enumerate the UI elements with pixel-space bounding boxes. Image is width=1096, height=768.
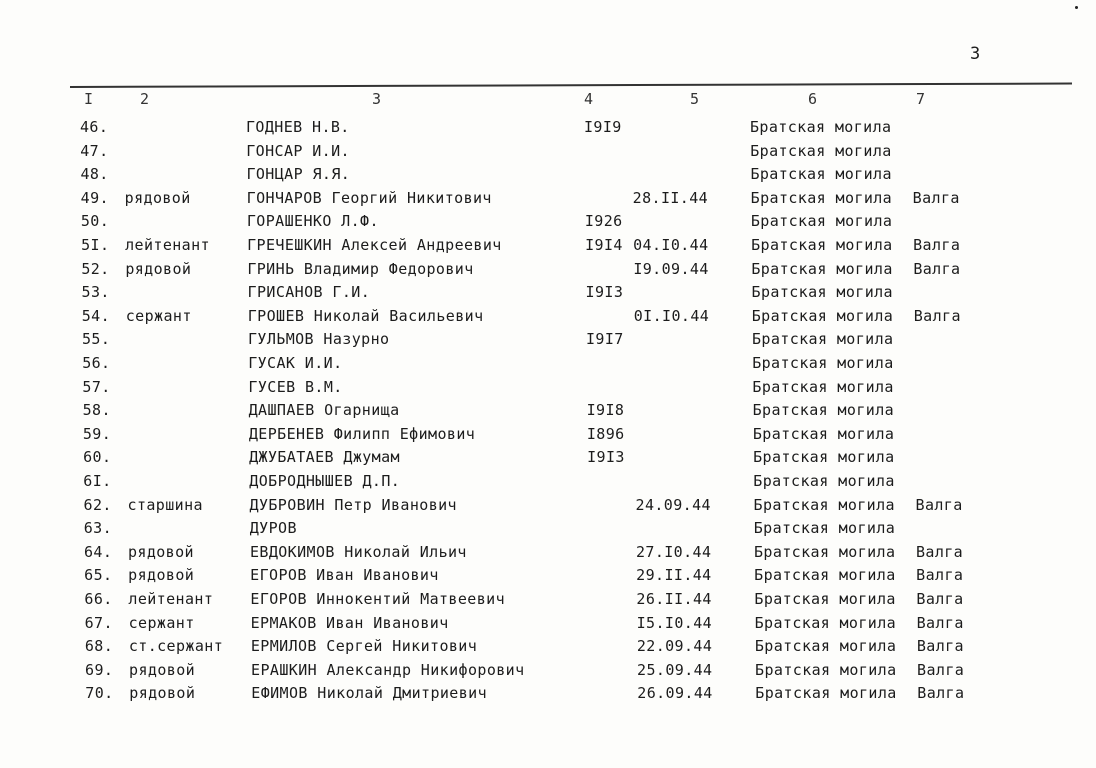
- header-rule: [70, 83, 1072, 88]
- record-birth-year: I926: [584, 212, 623, 231]
- record-death-date: I9.09.44: [633, 259, 709, 278]
- record-birth-year: I9I3: [587, 448, 625, 467]
- record-rank: рядовой: [129, 660, 196, 679]
- record-birth-year: I9I8: [586, 401, 625, 420]
- record-number: 57.: [82, 377, 111, 396]
- record-burial-type: Братская могила: [751, 283, 893, 302]
- column-header-6: 6: [808, 90, 818, 108]
- record-number: 46.: [80, 118, 109, 136]
- record-number: 58.: [82, 401, 111, 420]
- table-row: [0, 378, 1096, 401]
- record-number: 49.: [80, 188, 109, 207]
- record-name: ДЖУБАТАЕВ Джумам: [249, 448, 400, 467]
- record-burial-type: Братская могила: [752, 354, 894, 372]
- record-name: ЕРМИЛОВ Сергей Никитович: [250, 637, 478, 656]
- record-burial-type: Братская могила: [752, 401, 895, 420]
- record-burial-place: Валга: [912, 188, 960, 207]
- record-number: 68.: [84, 637, 114, 656]
- record-burial-type: Братская могила: [751, 330, 894, 349]
- record-burial-type: Братская могила: [755, 684, 897, 703]
- record-name: ГОРАШЕНКО Л.Ф.: [246, 212, 379, 231]
- record-name: ЕГОРОВ Иннокентий Матвеевич: [250, 590, 506, 608]
- record-rank: ст.сержант: [128, 637, 224, 656]
- record-number: 47.: [80, 141, 109, 160]
- record-burial-type: Братская могила: [750, 118, 892, 136]
- record-burial-type: Братская могила: [754, 613, 897, 632]
- table-row: [0, 590, 1096, 613]
- record-name: ГРОШЕВ Николай Васильевич: [247, 306, 484, 325]
- record-death-date: 28.II.44: [632, 188, 709, 207]
- table-row: [0, 330, 1096, 353]
- table-row: [0, 661, 1096, 684]
- record-burial-place: Валга: [913, 259, 961, 278]
- record-name: ГУЛЬМОВ Назурно: [247, 330, 390, 349]
- record-death-date: 04.I0.44: [633, 236, 709, 254]
- table-row: [0, 614, 1096, 637]
- record-number: 63.: [83, 519, 113, 538]
- page-number: 3: [970, 44, 981, 64]
- table-row: [0, 354, 1096, 377]
- record-burial-type: Братская могила: [753, 472, 895, 490]
- table-row: [0, 236, 1096, 259]
- record-burial-type: Братская могила: [755, 660, 897, 679]
- table-row: [0, 684, 1096, 707]
- ink-speck: [1075, 6, 1078, 9]
- record-number: 70.: [85, 684, 114, 703]
- record-name: ДАШПАЕВ Огарнища: [248, 401, 400, 420]
- record-number: 50.: [80, 212, 110, 231]
- record-burial-type: Братская могила: [753, 542, 896, 561]
- table-row: [0, 401, 1096, 424]
- record-burial-type: Братская могила: [754, 590, 896, 608]
- table-row: [0, 283, 1096, 306]
- record-burial-place: Валга: [916, 613, 964, 632]
- record-number: 62.: [83, 495, 112, 514]
- record-rank: рядовой: [125, 259, 192, 278]
- record-birth-year: I9I7: [585, 330, 624, 349]
- record-rank: сержант: [125, 306, 192, 325]
- table-row: [0, 142, 1096, 165]
- record-burial-type: Братская могила: [750, 141, 892, 160]
- record-number: 60.: [83, 448, 112, 467]
- table-row: [0, 307, 1096, 330]
- table-row: [0, 189, 1096, 212]
- record-burial-type: Братская могила: [752, 377, 894, 396]
- record-birth-year: I9I3: [585, 283, 624, 302]
- record-burial-place: Валга: [913, 236, 961, 254]
- record-rank: лейтенант: [125, 236, 210, 254]
- record-burial-place: Валга: [916, 590, 964, 608]
- record-burial-place: Валга: [915, 542, 964, 561]
- column-header-1: I: [84, 90, 94, 108]
- table-row: [0, 118, 1096, 141]
- record-name: ГОНЦАР Я.Я.: [246, 165, 351, 184]
- record-burial-type: Братская могила: [751, 236, 893, 254]
- record-death-date: 22.09.44: [636, 637, 713, 656]
- record-rank: лейтенант: [128, 590, 214, 608]
- record-name: ГОНСАР И.И.: [246, 141, 350, 160]
- record-burial-type: Братская могила: [750, 165, 892, 184]
- record-burial-place: Валга: [917, 660, 965, 679]
- column-header-2: 2: [140, 90, 150, 108]
- record-burial-place: Валга: [913, 306, 961, 325]
- record-number: 54.: [81, 306, 111, 325]
- record-rank: рядовой: [127, 542, 194, 561]
- record-burial-type: Братская могила: [752, 424, 895, 443]
- record-number: 6I.: [83, 472, 112, 490]
- record-name: ГОДНЕВ Н.В.: [246, 118, 350, 136]
- record-name: ГУСЕВ В.М.: [248, 377, 343, 396]
- record-name: ЕРМАКОВ Иван Иванович: [250, 613, 449, 632]
- record-burial-type: Братская могила: [753, 495, 895, 514]
- record-burial-place: Валга: [915, 495, 963, 514]
- record-number: 52.: [81, 259, 110, 278]
- record-birth-year: I896: [586, 424, 625, 443]
- record-death-date: 24.09.44: [635, 495, 711, 514]
- record-name: ГРИСАНОВ Г.И.: [247, 283, 371, 302]
- record-number: 66.: [84, 590, 113, 608]
- record-rank: сержант: [128, 613, 195, 632]
- table-row: [0, 543, 1096, 566]
- record-death-date: 27.I0.44: [635, 542, 712, 561]
- record-name: ЕГОРОВ Иван Иванович: [250, 566, 439, 585]
- record-death-date: 0I.I0.44: [633, 306, 710, 325]
- record-burial-type: Братская могила: [754, 566, 896, 585]
- column-header-5: 5: [690, 90, 700, 108]
- record-burial-type: Братская могила: [754, 637, 897, 656]
- record-name: ДУБРОВИН Петр Иванович: [249, 495, 457, 514]
- record-name: ДЕРБЕНЕВ Филипп Ефимович: [248, 424, 476, 443]
- table-row: [0, 472, 1096, 495]
- record-number: 5I.: [81, 236, 110, 254]
- record-name: ЕФИМОВ Николай Дмитриевич: [251, 684, 488, 703]
- record-burial-type: Братская могила: [750, 188, 893, 207]
- record-number: 56.: [82, 354, 111, 372]
- record-name: ДОБРОДНЫШЕВ Д.П.: [249, 472, 401, 490]
- table-row: [0, 425, 1096, 448]
- table-row: [0, 496, 1096, 519]
- record-name: ГОНЧАРОВ Георгий Никитович: [246, 188, 492, 207]
- record-burial-type: Братская могила: [753, 448, 895, 467]
- record-rank: рядовой: [124, 188, 191, 207]
- record-rank: старшина: [127, 495, 203, 514]
- record-name: ЕВДОКИМОВ Николай Ильич: [249, 542, 467, 561]
- record-burial-type: Братская могила: [750, 212, 893, 231]
- record-rank: рядовой: [128, 566, 195, 585]
- record-name: ЕРАШКИН Александр Никифорович: [251, 660, 525, 679]
- record-death-date: I5.I0.44: [636, 613, 713, 632]
- record-burial-place: Валга: [916, 637, 964, 656]
- record-rank: рядовой: [129, 684, 196, 703]
- record-name: ДУРОВ: [249, 519, 297, 538]
- record-death-date: 29.II.44: [636, 566, 712, 585]
- record-name: ГРЕЧЕШКИН Алексей Андреевич: [247, 236, 502, 254]
- record-burial-place: Валга: [917, 684, 965, 703]
- table-row: [0, 212, 1096, 235]
- table-row: [0, 165, 1096, 188]
- record-death-date: 25.09.44: [637, 660, 713, 679]
- record-death-date: 26.09.44: [637, 684, 713, 703]
- record-name: ГУСАК И.И.: [248, 354, 343, 372]
- record-number: 55.: [81, 330, 111, 349]
- record-number: 64.: [83, 542, 113, 561]
- record-number: 69.: [85, 660, 114, 679]
- record-number: 67.: [84, 613, 113, 632]
- column-header-4: 4: [584, 90, 594, 108]
- column-header-7: 7: [916, 90, 926, 108]
- record-number: 53.: [81, 283, 110, 302]
- record-burial-type: Братская могила: [751, 259, 893, 278]
- table-row: [0, 637, 1096, 660]
- table-row: [0, 519, 1096, 542]
- record-number: 65.: [84, 566, 113, 585]
- record-death-date: 26.II.44: [636, 590, 712, 608]
- table-row: [0, 448, 1096, 471]
- record-number: 48.: [80, 165, 109, 184]
- table-row: [0, 566, 1096, 589]
- record-name: ГРИНЬ Владимир Федорович: [247, 259, 474, 278]
- record-burial-type: Братская могила: [753, 519, 896, 538]
- table-row: [0, 260, 1096, 283]
- column-header-3: 3: [372, 90, 382, 108]
- record-birth-year: I9I4: [585, 236, 623, 254]
- record-burial-place: Валга: [916, 566, 964, 585]
- record-burial-type: Братская могила: [751, 306, 894, 325]
- record-number: 59.: [82, 424, 112, 443]
- record-birth-year: I9I9: [584, 118, 622, 136]
